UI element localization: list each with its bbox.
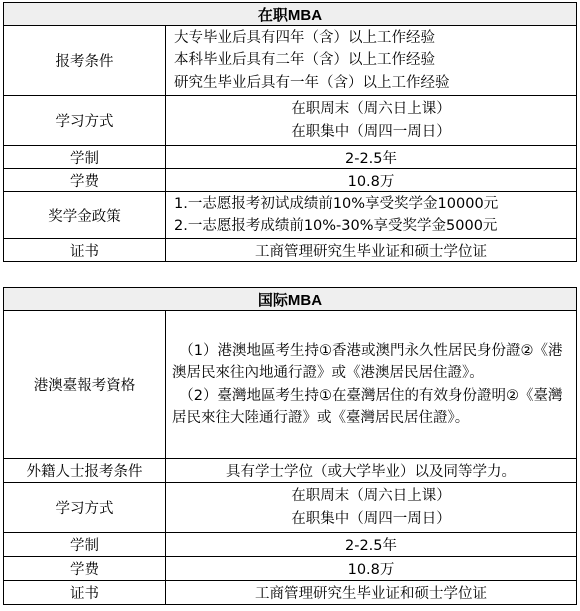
table-row [4, 581, 577, 605]
row-value-scholarship [166, 192, 577, 239]
row-label-duration: 学制 [4, 146, 166, 169]
table-title-row [4, 288, 577, 311]
condition-line: 大专毕业后具有四年（含）以上工作经验 [174, 29, 435, 46]
table-row [4, 169, 577, 192]
row-label-scholarship: 奖学金政策 [4, 192, 166, 239]
row-value-duration: 2-2.5年 [166, 146, 577, 169]
hk-macau-requirement: （1）港澳地區考生持①香港或澳門永久性居民身份證②《港澳居民來往內地通行證》或《港澳居民居住證》。 [172, 342, 563, 381]
table-row [4, 483, 577, 533]
condition-line: 研究生毕业后具有一年（含）以上工作经验 [174, 74, 450, 91]
row-label-tuition: 学费 [4, 557, 166, 581]
table-international-mba [3, 287, 577, 605]
table-row [4, 26, 577, 96]
table-in-service-mba [3, 2, 577, 262]
table-row [4, 96, 577, 146]
taiwan-requirement: （2）臺灣地區考生持①在臺灣居住的有效身份證明②《臺灣居民來往大陸通行證》或《臺灣居民居住證》。 [172, 387, 563, 426]
table-title: 国际MBA [4, 288, 577, 311]
row-value-tuition: 10.8万 [166, 557, 577, 581]
scholarship-line: 1.一志愿报考初试成绩前10%享受奖学金10000元 [174, 195, 499, 212]
study-mode-line: 在职集中（周四一周日） [291, 510, 451, 527]
table-row [4, 192, 577, 239]
scholarship-line: 2.一志愿报考成绩前10%-30%享受奖学金5000元 [174, 218, 498, 234]
row-label-study-mode: 学习方式 [4, 483, 166, 533]
table-row [4, 239, 577, 262]
table-row [4, 557, 577, 581]
row-label-foreign: 外籍人士报考条件 [4, 459, 166, 483]
row-label-tuition: 学费 [4, 169, 166, 192]
row-value-conditions [166, 26, 577, 96]
row-label-hk-tw: 港澳臺報考資格 [4, 311, 166, 459]
study-mode-line: 在职周末（周六日上课） [291, 101, 451, 117]
table-row [4, 146, 577, 169]
table-title: 在职MBA [4, 3, 577, 26]
study-mode-line: 在职周末（周六日上课） [291, 488, 451, 504]
row-label-certificate: 证书 [4, 239, 166, 262]
row-label-conditions: 报考条件 [4, 26, 166, 96]
row-value-tuition: 10.8万 [166, 169, 577, 192]
row-label-duration: 学制 [4, 533, 166, 557]
row-value-hk-tw [166, 311, 577, 459]
condition-line: 本科毕业后具有二年（含）以上工作经验 [174, 52, 435, 69]
study-mode-line: 在职集中（周四一周日） [291, 123, 451, 140]
table-title-row [4, 3, 577, 26]
row-value-foreign: 具有学士学位（或大学毕业）以及同等学力。 [166, 459, 577, 483]
row-label-certificate: 证书 [4, 581, 166, 605]
row-value-study-mode [166, 96, 577, 146]
table-row [4, 459, 577, 483]
table-row [4, 311, 577, 459]
row-value-study-mode [166, 483, 577, 533]
row-value-certificate: 工商管理研究生毕业证和硕士学位证 [166, 581, 577, 605]
row-value-duration: 2-2.5年 [166, 533, 577, 557]
table-row [4, 533, 577, 557]
row-label-study-mode: 学习方式 [4, 96, 166, 146]
row-value-certificate: 工商管理研究生毕业证和硕士学位证 [166, 239, 577, 262]
